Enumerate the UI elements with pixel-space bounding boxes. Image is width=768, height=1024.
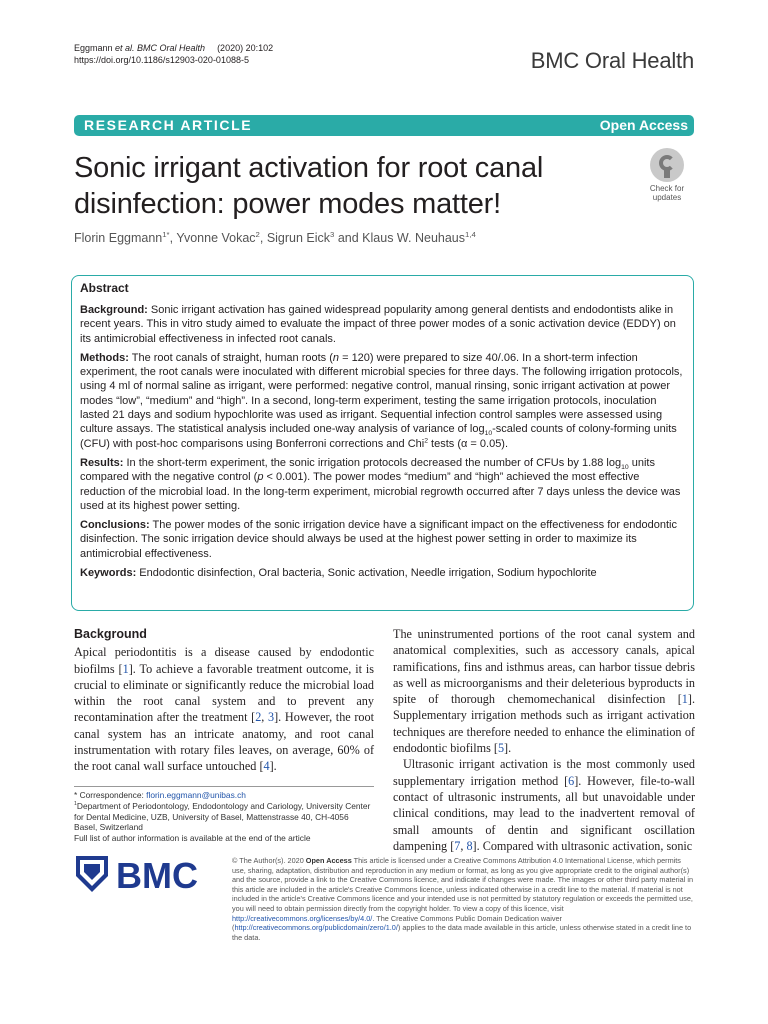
body-paragraph: Apical periodontitis is a disease caused by endodontic biofilms [1]. To achieve a favorable treatment outcome, it is crucial to eliminate or significantly reduce the microbial load within the root canal system and to prevent any recontamination after the treatment [2, 3]. However, the root canal system has an intricate anatomy, and root canal instrumentation with rotary files leaves, on average, 60% of the root canal wall surface untouched [4]. [74,645,375,774]
citation-line [74,42,273,54]
article-type-banner [74,115,694,136]
license-text: © The Author(s). 2020 Open Access This article is licensed under a Creative Commons Attribution 4.0 International License, which permits use, sharing, adaptation, distribution and reproduction in any medium or format, as long as you give appropriate credit to the original author(s) and the source, provide a link to the Creative Commons licence, and indicate if changes were made. The images or other third party material in this article are included in the article's Creative Commons licence, unless indicated otherwise in a credit line to the material. If material is not included in the article's Creative Commons licence and your intended use is not permitted by statutory regulation or exceeds the permitted use, you will need to obtain permission directly from the copyright holder. To view a copy of this licence, visit http://creativecommons.org/licenses/by/4.0/. The Creative Commons Public Domain Dedication waiver (http://creativecommons.org/publicdomain/zero/1.0/) applies to the data made available in this article, unless otherwise stated in a credit line to the data. [232,856,694,942]
crossmark-icon [650,148,684,182]
waiver-link[interactable]: http://creativecommons.org/publicdomain/zero/1.0/ [234,923,398,933]
citation-ref[interactable]: 2 [255,710,262,725]
author-name[interactable]: Yvonne Vokac [176,231,256,245]
body-column-right [393,626,695,854]
abstract-box [71,275,694,611]
citation-year: (2020) 20:102 [217,43,274,53]
doi-link[interactable]: https://doi.org/10.1186/s12903-020-01088-5 [74,55,249,65]
author-info-note: Full list of author information is available at the end of the article [74,833,311,844]
open-access-label: Open Access [599,117,688,133]
email-link[interactable]: florin.eggmann@unibas.ch [146,790,246,800]
abstract-methods: Methods: The root canals of straight, human roots (n = 120) were prepared to size 40/.06. In a short-term infection experiment, the root canals were inoculated with different microbial species for three days. The following irrigation protocols, using 4 ml of normal saline as irrigant, were performed: negative control, manual rinsing, sonic irrigant activation at power modes “low”, “medium” and “high”. In a second, long-term experiment, testing the same irrigation protocols, inoculation lasted 21 days and sodium hypochlorite was used as irrigant. Sequential infection control samples were assessed using culture assays. The statistical analysis included one-way analysis of variance of $\log_{10}$-scaled counts of colony-forming units (CFU) with post-hoc comparisons using Bonferroni corrections and Chi$^2$ tests (α = 0.05). [80,351,683,450]
affiliation: $^1$Department of Periodontology, Endodontology and Cariology, University Center for Dental Medicine, UZB, University of Basel, Mattenstrasse 40, CH-4056 Basel, Switzerland [74,800,371,833]
citation-ref[interactable]: 3 [268,710,275,725]
citation-ref[interactable]: 6 [568,773,575,788]
abstract-background: Background: Sonic irrigant activation has gained widespread popularity among general dentists and endodontists alike in recent years. This in vitro study aimed to evaluate the impact of three power modes of a sonic activation device (EDDY) on its antimicrobial effectiveness in infected root canals. [80,304,676,345]
author-name[interactable]: Florin Eggmann [74,231,163,245]
correspondence: * Correspondence: florin.eggmann@unibas.ch [74,790,246,800]
article-type-label: RESEARCH ARTICLE [84,117,253,133]
abstract-conclusions: Conclusions: The power modes of the sonic irrigation device have a significant impact on the effectiveness for endodontic disinfection. The sonic irrigation device should always be used at the highest power setting in order to maximize its antimicrobial effectiveness. [80,519,677,560]
abstract-heading: Abstract [80,281,129,295]
author-name[interactable]: Sigrun Eick [266,231,331,245]
citation-authors: Eggmann [74,43,116,53]
body-paragraph: Ultrasonic irrigant activation is the most commonly used supplementary irrigation method [6]. However, file-to-wall contact of ultrasonic instruments, all but unavoidable under clinical conditions, may lead to the inadvertent removal of small amounts of dentin and significant oscillation dampening [7, 8]. Compared with ultrasonic activation, sonic [393,757,695,853]
abstract-results: Results: In the short-term experiment, the sonic irrigation protocols decreased the number of CFUs by 1.88 $\log_{10}$ units compared with the negative control (p < 0.001). The power modes “medium” and “high” achieved the most effective reduction of the microbial load. In the long-term experiment, microbial regrowth occurred after 7 days unless the device was used at its highest power setting. [80,456,681,512]
author-list: Florin Eggmann$^{1*}$, Yvonne Vokac$^2$, Sigrun Eick$^3$ and Klaus W. Neuhaus$^{1,4}$ [74,229,476,245]
citation-ref[interactable]: 5 [497,741,505,756]
footnote [74,786,374,844]
section-heading: Background [74,627,147,641]
check-for-updates-button[interactable] [641,148,693,202]
citation-ref[interactable]: 7 [454,838,461,853]
citation-ref[interactable]: 8 [466,838,473,853]
citation-block [74,42,273,66]
license-link[interactable]: http://creativecommons.org/licenses/by/4.0/ [232,913,373,923]
body-column-left [74,626,374,775]
bmc-logo [74,852,224,896]
article-title: Sonic irrigant activation for root canal disinfection: power modes matter! [74,152,544,220]
bmc-logo-text: BMC [116,855,198,896]
author-name[interactable]: Klaus W. Neuhaus [362,231,466,245]
body-paragraph: The uninstrumented portions of the root canal system and anatomical complexities, such as accessory canals, apical ramifications, fins and isthmus areas, can harbor tissue debris as well as microorganisms and their deleterious byproducts in spite of thorough chemomechanical disinfection [1]. Supplementary irrigation methods such as irrigant activation techniques are therefore needed to enhance the elimination of endodontic biofilms [5]. [393,627,695,756]
check-for-updates-label: Check for updates [649,184,685,202]
citation-ref[interactable]: 1 [681,692,688,707]
citation-ref[interactable]: 1 [122,661,129,676]
journal-name: BMC Oral Health [530,48,694,73]
citation-ref[interactable]: 4 [263,759,270,774]
abstract-keywords: Keywords: Endodontic disinfection, Oral bacteria, Sonic activation, Needle irrigation, Sodium hypochlorite [80,567,597,580]
citation-journal: et al. BMC Oral Health [115,43,206,53]
